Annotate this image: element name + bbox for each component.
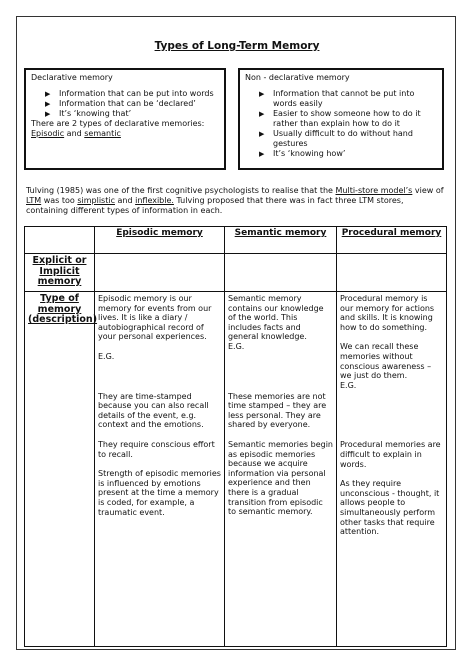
intro-paragraph: Tulving (1985) was one of the first cognitive psychologists to realise that the Multi-store model’s view of LTM was too simplistic and inflexible. Tulving proposed that there was in fact three LTM stores, containing different types of information in each.	[26, 186, 444, 215]
cell-procedural-explicit	[337, 254, 447, 292]
memory-comparison-table	[24, 226, 447, 647]
cell-semantic-explicit	[225, 254, 337, 292]
non-declarative-memory-box	[238, 68, 444, 170]
declarative-note: There are 2 types of declarative memories: Episodic and semantic	[31, 119, 205, 138]
declarative-memory-box	[24, 68, 226, 170]
episodic-link: Episodic	[31, 129, 65, 138]
corner-cell	[25, 227, 95, 254]
cell-episodic-explicit	[95, 254, 225, 292]
list-item: ▶ It’s ‘knowing that’	[45, 109, 219, 119]
list-item: ▶ Usually difficult to do without hand gestures	[259, 129, 437, 149]
cell-episodic-description: Episodic memory is our memory for events from our lives. It is like a diary / autobiographical record of your personal experiences. E.G. They are time-stamped because you can also recall details of the event, e.g. context and the emotions. They require conscious effort to recall. Strength of episodic memories is influenced by emotions present at the time a memory is coded, for example, a traumatic event.	[95, 292, 225, 647]
list-item: ▶ Information that can be put into words	[45, 89, 219, 99]
header-procedural: Procedural memory	[337, 227, 447, 254]
header-episodic: Episodic memory	[95, 227, 225, 254]
table-header-row	[25, 227, 447, 254]
declarative-heading: Declarative memory	[31, 73, 113, 82]
non-declarative-heading: Non - declarative memory	[245, 73, 350, 82]
row-label-type-of-memory: Type of memory (description)	[25, 292, 95, 647]
list-item: ▶ Information that cannot be put into words easily	[259, 89, 437, 109]
non-declarative-bullets	[245, 89, 437, 159]
page-title: Types of Long-Term Memory	[154, 40, 320, 52]
cell-procedural-description: Procedural memory is our memory for actions and skills. It is knowing how to do something. We can recall these memories without conscious awareness – we just do them. E.G. Procedural memories are difficult to explain in words. As they require unconscious - thought, it allows people to simultaneously perform other tasks that require attention.	[337, 292, 447, 647]
table-row	[25, 254, 447, 292]
header-semantic: Semantic memory	[225, 227, 337, 254]
row-label-explicit-implicit: Explicit or Implicit memory	[25, 254, 95, 292]
list-item: ▶ Information that can be ‘declared’	[45, 99, 219, 109]
declarative-bullets	[31, 89, 219, 119]
list-item: ▶ Easier to show someone how to do it rather than explain how to do it	[259, 109, 437, 129]
cell-semantic-description: Semantic memory contains our knowledge of the world. This includes facts and general knowledge. E.G. These memories are not time stamped – they are less personal. They are shared by everyone. Semantic memories begin as episodic memories because we acquire information via personal experience and then there is a gradual transition from episodic to semantic memory.	[225, 292, 337, 647]
semantic-link: semantic	[84, 129, 121, 138]
table-row	[25, 292, 447, 647]
list-item: ▶ It’s ‘knowing how’	[259, 149, 437, 159]
